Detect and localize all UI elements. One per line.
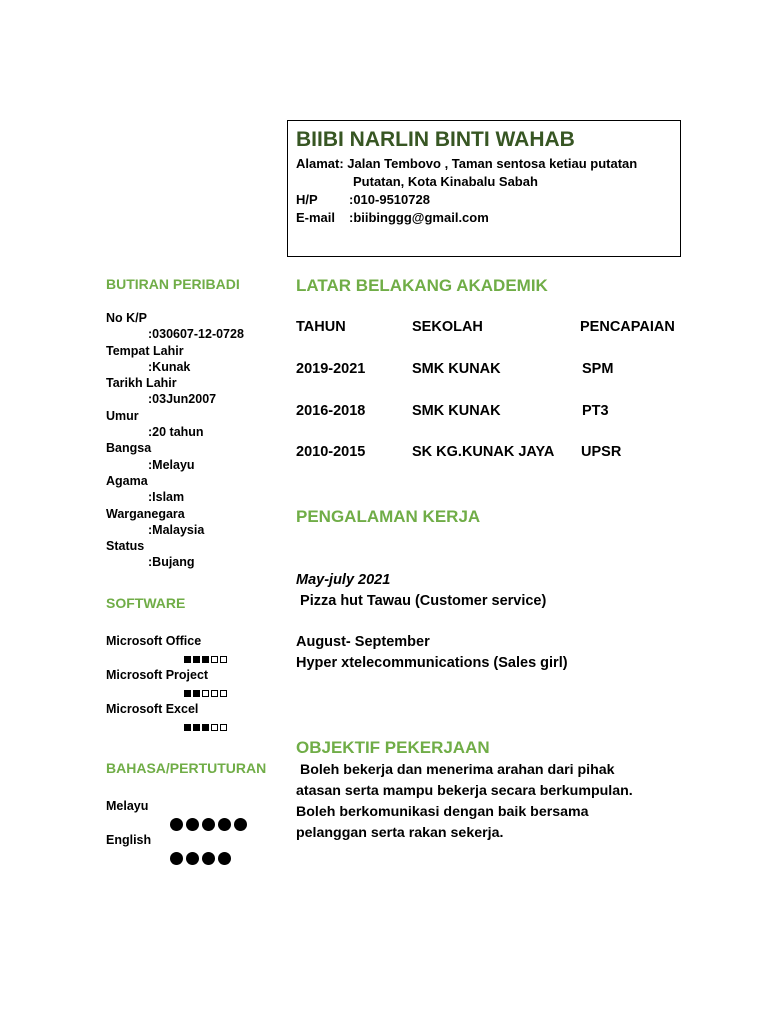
personal-label: Bangsa	[106, 441, 152, 455]
table-header: TAHUN	[296, 319, 346, 335]
personal-value: :Bujang	[148, 555, 195, 569]
address-line-1: Alamat: Jalan Tembovo , Taman sentosa ketiau putatan	[296, 156, 638, 171]
objective-line: Boleh berkomunikasi dengan baik bersama	[296, 804, 589, 820]
language-name: Melayu	[106, 799, 149, 813]
rating-dot	[186, 852, 199, 865]
candidate-name: BIIBI NARLIN BINTI WAHAB	[296, 128, 575, 151]
rating-square-empty	[220, 656, 227, 663]
personal-label: Tempat Lahir	[106, 344, 184, 358]
rating-square-empty	[220, 724, 227, 731]
rating-dot	[218, 818, 231, 831]
personal-label: Warganegara	[106, 507, 185, 521]
address-line-2: Putatan, Kota Kinabalu Sabah	[353, 174, 538, 189]
table-header: SEKOLAH	[412, 319, 483, 335]
personal-value: :Melayu	[148, 458, 195, 472]
rating-square-empty	[211, 724, 218, 731]
personal-value: :Islam	[148, 490, 185, 504]
software-heading: SOFTWARE	[106, 595, 186, 611]
software-name: Microsoft Excel	[106, 702, 199, 716]
job-period: August- September	[296, 634, 430, 650]
rating-square-filled	[184, 690, 191, 697]
rating-square-filled	[202, 724, 209, 731]
academic-heading: LATAR BELAKANG AKADEMIK	[296, 276, 548, 295]
rating-dot	[170, 818, 183, 831]
personal-value: :20 tahun	[148, 425, 204, 439]
rating-square-empty	[211, 690, 218, 697]
table-cell-result: UPSR	[581, 444, 622, 460]
personal-value: :030607-12-0728	[148, 327, 244, 341]
personal-value: :03Jun2007	[148, 392, 217, 406]
table-cell-year: 2016-2018	[296, 403, 366, 419]
objective-line: Boleh bekerja dan menerima arahan dari pihak	[296, 762, 615, 778]
rating-square-filled	[202, 656, 209, 663]
personal-label: Status	[106, 539, 145, 553]
rating-dot	[218, 852, 231, 865]
language-rating	[170, 818, 247, 831]
table-cell-result: PT3	[582, 403, 609, 419]
objective-line: atasan serta mampu bekerja secara berkumpulan.	[296, 783, 633, 799]
rating-square-filled	[193, 656, 200, 663]
rating-square-filled	[184, 656, 191, 663]
rating-square-empty	[220, 690, 227, 697]
software-name: Microsoft Office	[106, 634, 202, 648]
rating-square-empty	[211, 656, 218, 663]
rating-square-empty	[202, 690, 209, 697]
software-rating	[184, 656, 227, 663]
rating-dot	[170, 852, 183, 865]
table-cell-school: SMK KUNAK	[412, 361, 501, 377]
software-name: Microsoft Project	[106, 668, 209, 682]
personal-details-heading: BUTIRAN PERIBADI	[106, 276, 240, 292]
phone-label: H/P	[296, 192, 318, 207]
rating-dot	[202, 818, 215, 831]
objective-line: pelanggan serta rakan sekerja.	[296, 825, 504, 841]
rating-dot	[234, 818, 247, 831]
table-cell-year: 2019-2021	[296, 361, 366, 377]
rating-square-filled	[193, 724, 200, 731]
personal-label: Umur	[106, 409, 139, 423]
personal-label: Tarikh Lahir	[106, 376, 177, 390]
rating-dot	[202, 852, 215, 865]
table-header: PENCAPAIAN	[580, 319, 675, 335]
objective-heading: OBJEKTIF PEKERJAAN	[296, 738, 490, 757]
rating-square-filled	[193, 690, 200, 697]
languages-heading: BAHASA/PERTUTURAN	[106, 760, 267, 776]
table-cell-result: SPM	[582, 361, 614, 377]
job-role: Pizza hut Tawau (Customer service)	[296, 593, 547, 609]
software-rating	[184, 690, 227, 697]
table-cell-school: SMK KUNAK	[412, 403, 501, 419]
table-cell-year: 2010-2015	[296, 444, 366, 460]
personal-label: Agama	[106, 474, 148, 488]
email-value: :biibinggg@gmail.com	[349, 210, 489, 225]
experience-heading: PENGALAMAN KERJA	[296, 507, 481, 526]
email-label: E-mail	[296, 210, 336, 225]
phone-value: :010-9510728	[349, 192, 430, 207]
personal-value: :Malaysia	[148, 523, 205, 537]
language-rating	[170, 852, 231, 865]
job-period: May-july 2021	[296, 572, 391, 588]
rating-square-filled	[184, 724, 191, 731]
job-role: Hyper xtelecommunications (Sales girl)	[296, 655, 568, 671]
personal-label: No K/P	[106, 311, 147, 325]
rating-dot	[186, 818, 199, 831]
language-name: English	[106, 833, 152, 847]
personal-value: :Kunak	[148, 360, 191, 374]
software-rating	[184, 724, 227, 731]
table-cell-school: SK KG.KUNAK JAYA	[412, 444, 555, 460]
